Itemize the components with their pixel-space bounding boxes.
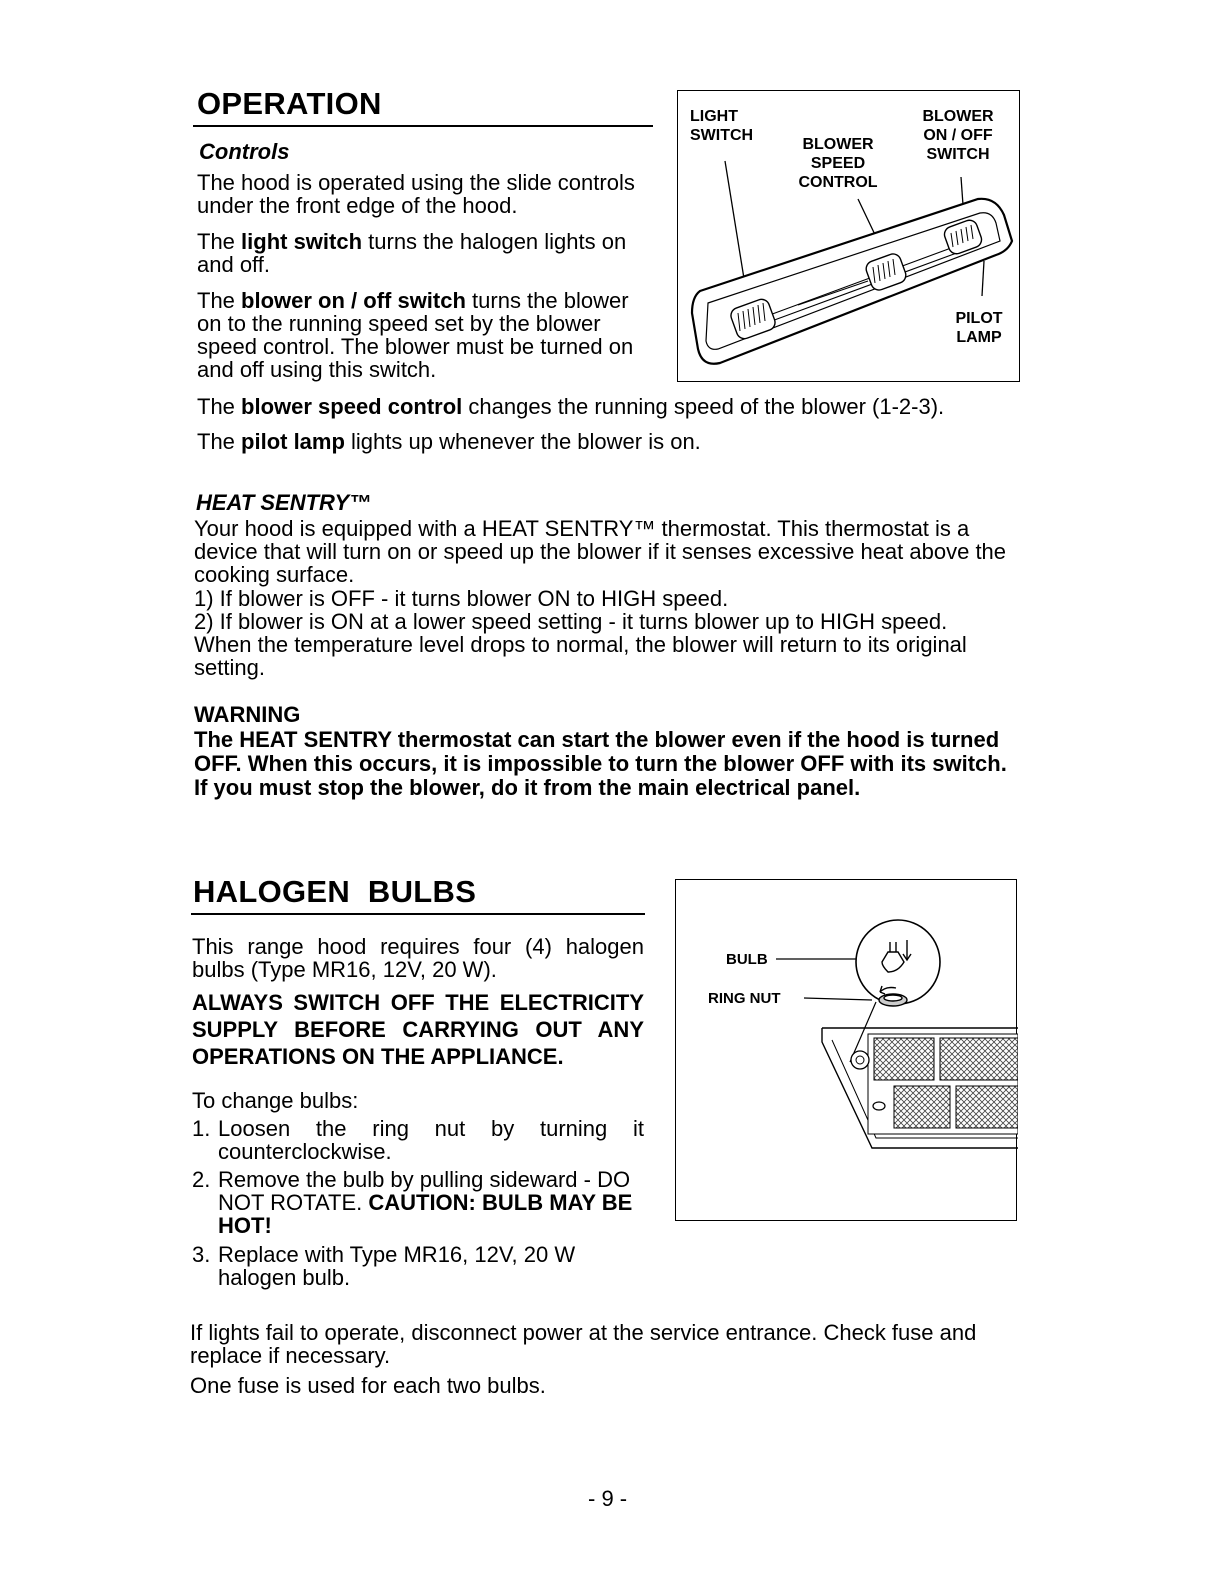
label-light-switch-line1: LIGHT	[690, 108, 738, 125]
label-pilot-line2: LAMP	[956, 329, 1002, 346]
warning-line3: If you must stop the blower, do it from the main electrical panel.	[194, 775, 861, 800]
label-light-switch-line2: SWITCH	[690, 127, 754, 144]
heat-sentry-item2: 2) If blower is ON at a lower speed setting - it turns blower up to HIGH speed.	[194, 609, 948, 634]
halogen-footer2: One fuse is used for each two bulbs.	[190, 1373, 546, 1398]
operation-p5-post: lights up whenever the blower is on.	[344, 429, 701, 454]
heat-sentry-item1: 1) If blower is OFF - it turns blower ON to HIGH speed.	[194, 586, 729, 611]
label-blower-speed-line3: CONTROL	[798, 174, 878, 191]
label-ring-nut: RING NUT	[708, 990, 781, 1007]
operation-p5-pre: The	[197, 429, 242, 454]
heat-sentry-heading: HEAT SENTRY™	[196, 490, 372, 515]
heat-sentry-p1: Your hood is equipped with a HEAT SENTRY™ thermostat. This thermostat is a device that will turn on or speed up the blower if it senses excessive heat above the cooking surface.	[194, 516, 1007, 587]
step-2	[192, 1168, 644, 1237]
heat-sentry-p2: When the temperature level drops to normal, the blower will return to its original setting.	[194, 632, 967, 680]
label-blower-speed	[790, 135, 886, 192]
halogen-p1: This range hood requires four (4) halogen bulbs (Type MR16, 12V, 20 W).	[192, 934, 644, 982]
warning-line1: The HEAT SENTRY thermostat can start the blower even if the hood is turned	[194, 727, 1000, 752]
step-3-number: 3.	[192, 1242, 211, 1267]
halogen-title: HALOGEN BULBS	[193, 874, 477, 909]
controls-figure	[677, 90, 1020, 382]
operation-title: OPERATION	[197, 86, 382, 121]
label-pilot-line1: PILOT	[955, 310, 1003, 327]
page-number: - 9 -	[588, 1486, 628, 1511]
warning-heading: WARNING	[194, 702, 301, 727]
step-1-number: 1.	[192, 1116, 211, 1141]
step-3	[192, 1243, 644, 1289]
label-bulb: BULB	[726, 951, 768, 968]
operation-p4	[197, 395, 1017, 418]
label-pilot-lamp	[950, 309, 1008, 347]
halogen-footer1: If lights fail to operate, disconnect power at the service entrance. Check fuse and replace if necessary.	[190, 1320, 977, 1368]
step-2-text	[218, 1168, 644, 1237]
label-blower-onoff-line1: BLOWER	[922, 108, 994, 125]
halogen-caution-block: ALWAYS SWITCH OFF THE ELECTRICITY SUPPLY BEFORE CARRYING OUT ANY OPERATIONS ON THE APPLIANCE.	[192, 990, 644, 1069]
operation-p2	[197, 230, 659, 276]
label-blower-speed-line2: SPEED	[810, 155, 866, 172]
operation-p3	[197, 289, 659, 381]
label-light-switch	[690, 107, 753, 145]
label-blower-onoff-line3: SWITCH	[926, 146, 990, 163]
step-2-caution: CAUTION: BULB MAY BE HOT!	[218, 1190, 633, 1238]
bulb-figure	[675, 879, 1017, 1221]
pilot-lamp-term: pilot lamp	[241, 429, 345, 454]
controls-heading: Controls	[199, 139, 290, 164]
operation-p3-pre: The	[197, 288, 242, 313]
step-3-text: Replace with Type MR16, 12V, 20 W halogen bulb.	[218, 1242, 576, 1290]
to-change-bulbs: To change bulbs:	[192, 1088, 359, 1113]
operation-title-rule	[193, 125, 653, 127]
label-blower-onoff-line2: ON / OFF	[923, 127, 993, 144]
operation-p1-text: The hood is operated using the slide controls under the front edge of the hood.	[197, 170, 635, 218]
label-blower-onoff	[910, 107, 1006, 164]
operation-p5	[197, 430, 1017, 453]
operation-p4-pre: The	[197, 394, 242, 419]
light-switch-term: light switch	[241, 229, 363, 254]
blower-speed-term: blower speed control	[241, 394, 463, 419]
warning-line2: OFF. When this occurs, it is impossible to turn the blower OFF with its switch.	[194, 751, 1007, 776]
label-blower-speed-line1: BLOWER	[802, 136, 874, 153]
halogen-title-rule	[191, 913, 645, 915]
blower-onoff-term: blower on / off switch	[241, 288, 466, 313]
step-2-number: 2.	[192, 1167, 211, 1192]
operation-p2-post: turns the halogen lights on and off.	[197, 229, 627, 277]
step-2-text-pre: Remove the bulb by pulling sideward - DO NOT ROTATE.	[218, 1167, 631, 1215]
step-1-text: Loosen the ring nut by turning it counterclockwise.	[218, 1116, 644, 1164]
operation-p1	[197, 171, 659, 217]
operation-p3-post: turns the blower on to the running speed set by the blower speed control. The blower must be turned on and off using this switch.	[197, 288, 634, 382]
step-1	[192, 1117, 644, 1163]
operation-p4-post: changes the running speed of the blower (1-2-3).	[462, 394, 945, 419]
operation-p2-pre: The	[197, 229, 242, 254]
bulb-illustration	[676, 880, 1018, 1222]
